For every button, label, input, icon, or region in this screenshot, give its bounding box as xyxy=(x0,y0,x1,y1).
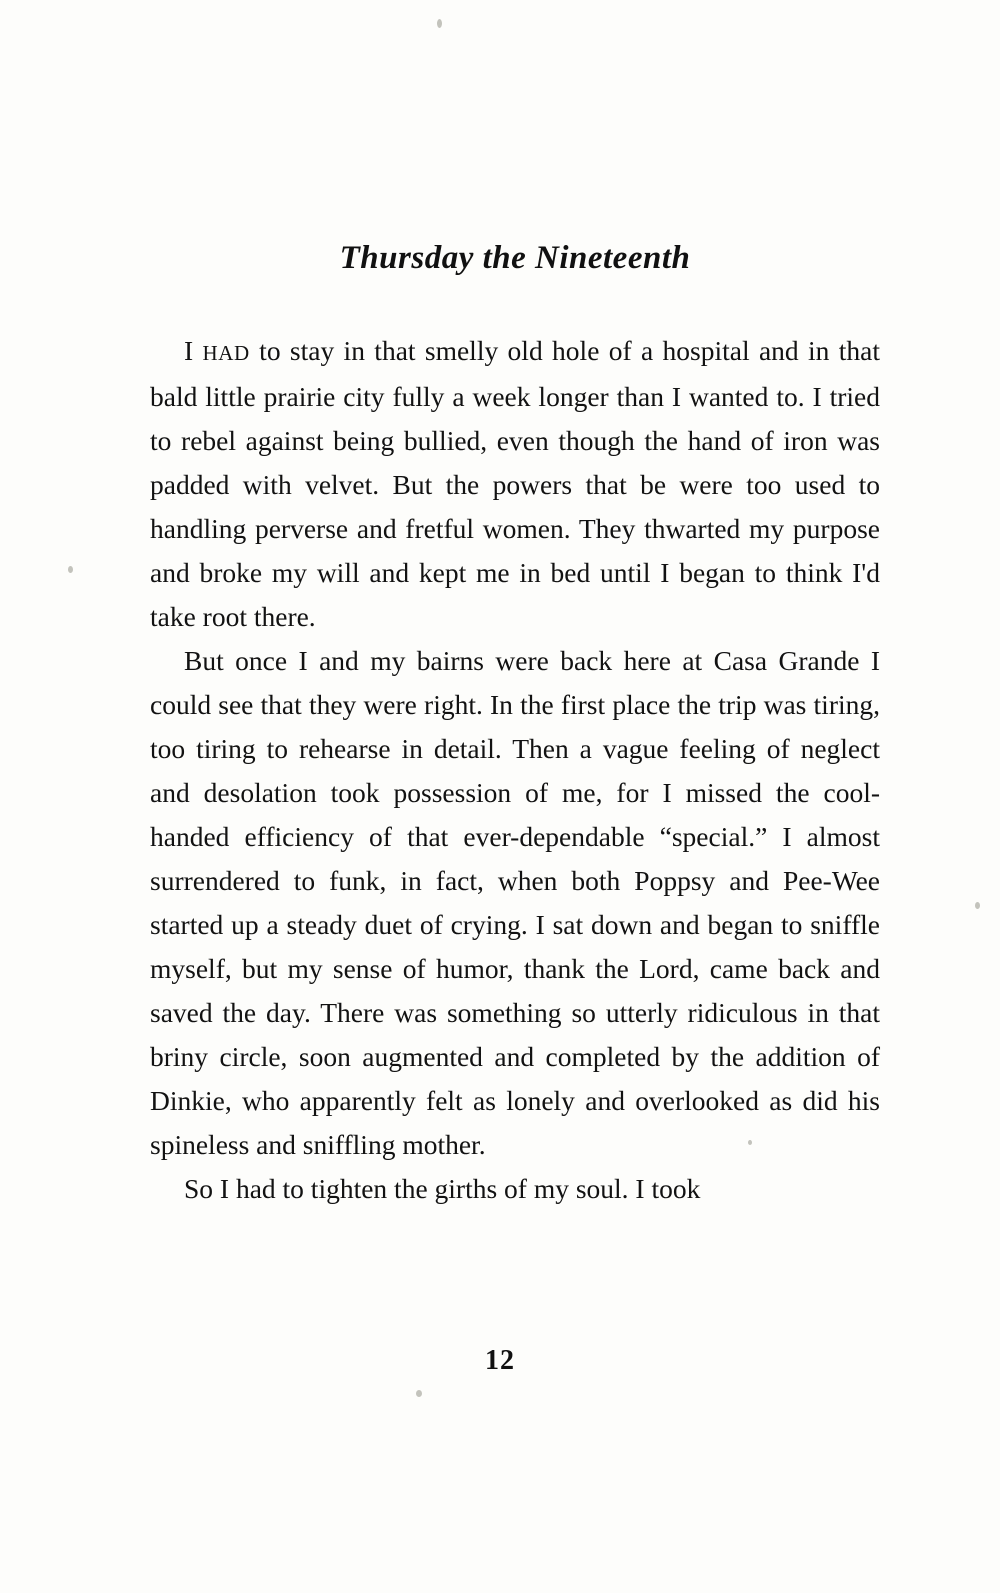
scan-artifact-speck xyxy=(437,19,442,28)
paragraph-1 xyxy=(150,329,880,639)
paragraph-2: But once I and my bairns were back here at Casa Grande I could see that they were right. In the first place the trip was tiring, too tiring to rehearse in detail. Then a vague feeling of neglect and desolation took possession of me, for I missed the cool-handed efficiency of that ever-dependable “special.” I almost surrendered to funk, in fact, when both Poppsy and Pee-Wee started up a steady duet of crying. I sat down and began to sniffle myself, but my sense of humor, thank the Lord, came back and saved the day. There was something so utterly ridiculous in that briny circle, soon augmented and completed by the addition of Dinkie, who apparently felt as lonely and overlooked as did his spineless and sniffling mother. xyxy=(150,645,880,1160)
scan-artifact-speck xyxy=(416,1390,422,1397)
page-text-block xyxy=(150,240,880,1211)
paragraph-1-body: to stay in that smelly old hole of a hospital and in that bald little prairie city fully a week longer than I wanted to. I tried to rebel against being bullied, even though the hand of iron was padded with velvet. But the powers that be were too used to handling perverse and fretful women. They thwarted my purpose and broke my will and kept me in bed until I began to think I'd take root there. xyxy=(150,335,881,632)
paragraph-1-small-caps: HAD xyxy=(202,341,250,365)
scan-artifact-speck xyxy=(68,566,73,573)
page-number: 12 xyxy=(485,1345,515,1376)
paragraph-1-lead-word: I xyxy=(184,335,194,366)
scan-artifact-speck xyxy=(975,902,980,909)
chapter-title: Thursday the Nineteenth xyxy=(339,240,691,276)
paragraph-3: So I had to tighten the girths of my soul. I took xyxy=(184,1173,701,1204)
